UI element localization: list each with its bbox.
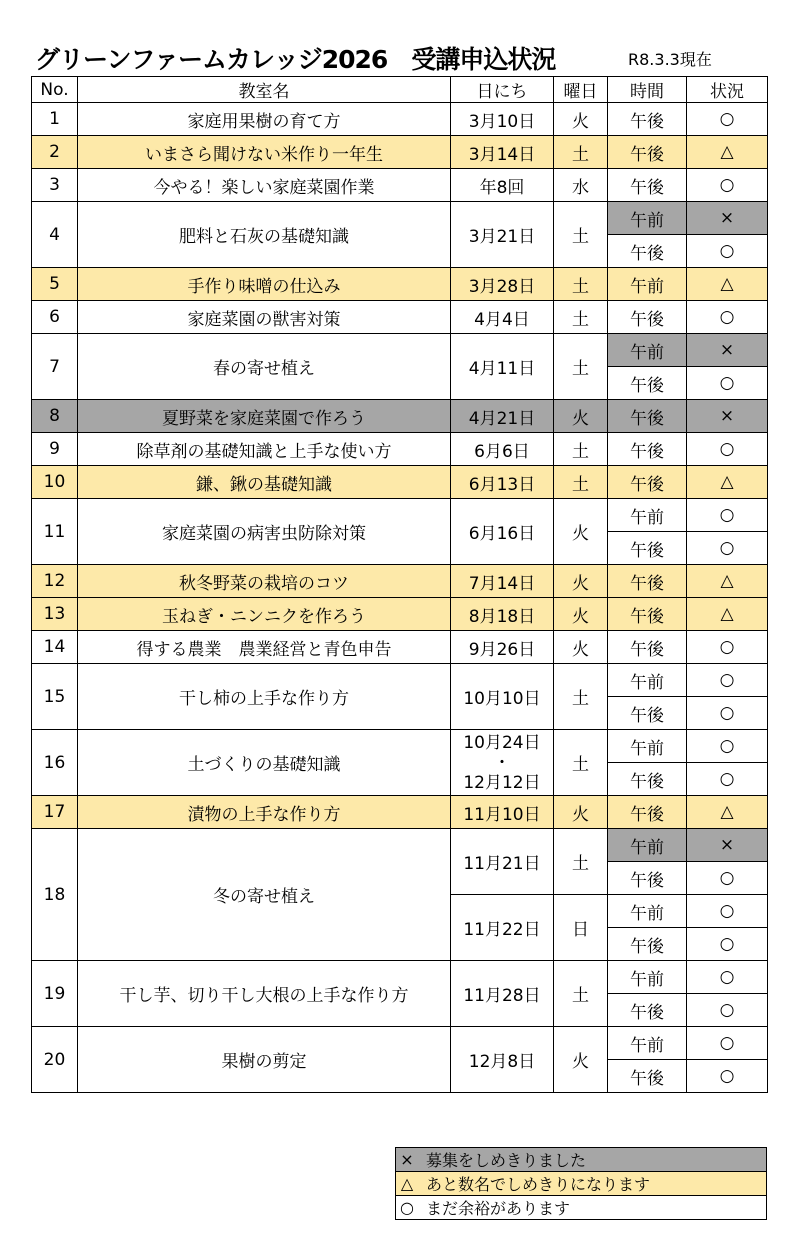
session-time: 午前: [608, 334, 687, 367]
class-name: 今やる！楽しい家庭菜園作業: [78, 169, 451, 202]
table-row: [32, 961, 768, 994]
table-row: [32, 334, 768, 367]
class-no: 18: [32, 829, 78, 961]
class-day: 火: [554, 796, 608, 829]
class-day: 土: [554, 334, 608, 400]
session-status: ○: [687, 235, 768, 268]
session-time: 午後: [608, 400, 687, 433]
class-name: 果樹の剪定: [78, 1027, 451, 1093]
class-name: 漬物の上手な作り方: [78, 796, 451, 829]
class-date: 4月4日: [451, 301, 554, 334]
class-day: 土: [554, 664, 608, 730]
session-time: 午前: [608, 499, 687, 532]
class-day: 火: [554, 499, 608, 565]
class-name: 秋冬野菜の栽培のコツ: [78, 565, 451, 598]
class-day: 火: [554, 400, 608, 433]
class-no: 13: [32, 598, 78, 631]
class-no: 20: [32, 1027, 78, 1093]
session-time: 午前: [608, 961, 687, 994]
session-time: 午前: [608, 202, 687, 235]
class-no: 6: [32, 301, 78, 334]
session-status: ×: [687, 829, 768, 862]
table-row: [32, 103, 768, 136]
table-row: [32, 466, 768, 499]
class-no: 14: [32, 631, 78, 664]
session-time: 午後: [608, 169, 687, 202]
class-date: 4月21日: [451, 400, 554, 433]
class-no: 15: [32, 664, 78, 730]
class-name: 玉ねぎ・ニンニクを作ろう: [78, 598, 451, 631]
session-time: 午後: [608, 367, 687, 400]
class-name: 家庭用果樹の育て方: [78, 103, 451, 136]
class-date: 3月28日: [451, 268, 554, 301]
session-time: 午前: [608, 268, 687, 301]
class-name: 夏野菜を家庭菜園で作ろう: [78, 400, 451, 433]
session-status: ○: [687, 433, 768, 466]
session-status: ○: [687, 169, 768, 202]
session-time: 午後: [608, 697, 687, 730]
session-status: ○: [687, 664, 768, 697]
class-name: 土づくりの基礎知識: [78, 730, 451, 796]
session-status: ○: [687, 994, 768, 1027]
class-day: 火: [554, 1027, 608, 1093]
class-date: 10月24日 ・ 12月12日: [451, 730, 554, 796]
session-time: 午後: [608, 103, 687, 136]
session-status: ×: [687, 202, 768, 235]
class-date: 7月14日: [451, 565, 554, 598]
col-header-name: 教室名: [78, 77, 451, 103]
class-day: 火: [554, 631, 608, 664]
legend: [395, 1147, 767, 1220]
session-status: ×: [687, 334, 768, 367]
page-title: グリーンファームカレッジ2026 受講申込状況: [35, 45, 556, 74]
table-row: [32, 202, 768, 235]
class-no: 16: [32, 730, 78, 796]
session-time: 午後: [608, 928, 687, 961]
class-no: 7: [32, 334, 78, 400]
class-date: 3月21日: [451, 202, 554, 268]
col-header-time: 時間: [608, 77, 687, 103]
class-date: 12月8日: [451, 1027, 554, 1093]
session-time: 午後: [608, 532, 687, 565]
table-row: [32, 730, 768, 763]
session-time: 午後: [608, 631, 687, 664]
class-date: 3月10日: [451, 103, 554, 136]
class-day: 水: [554, 169, 608, 202]
class-day: 土: [554, 301, 608, 334]
schedule-table: [31, 76, 768, 1093]
session-time: 午後: [608, 565, 687, 598]
session-time: 午前: [608, 829, 687, 862]
class-date: 6月16日: [451, 499, 554, 565]
session-status: △: [687, 466, 768, 499]
table-header-row: [32, 77, 768, 103]
class-date: 9月26日: [451, 631, 554, 664]
class-no: 10: [32, 466, 78, 499]
class-date: 10月10日: [451, 664, 554, 730]
class-day: 土: [554, 136, 608, 169]
class-name: いまさら聞けない米作り一年生: [78, 136, 451, 169]
class-day: 日: [554, 895, 608, 961]
class-date: 年8回: [451, 169, 554, 202]
session-status: △: [687, 565, 768, 598]
class-no: 4: [32, 202, 78, 268]
table-row: [32, 829, 768, 862]
legend-few-left: △ あと数名でしめきりになります: [396, 1172, 767, 1196]
session-time: 午前: [608, 664, 687, 697]
class-date: 8月18日: [451, 598, 554, 631]
table-row: [32, 433, 768, 466]
col-header-day: 曜日: [554, 77, 608, 103]
table-row: [32, 169, 768, 202]
class-name: 干し芋、切り干し大根の上手な作り方: [78, 961, 451, 1027]
table-row: [32, 598, 768, 631]
session-status: ○: [687, 961, 768, 994]
closed-icon: ×: [396, 1148, 419, 1172]
class-no: 11: [32, 499, 78, 565]
class-day: 土: [554, 268, 608, 301]
class-no: 2: [32, 136, 78, 169]
session-status: ○: [687, 697, 768, 730]
class-day: 土: [554, 433, 608, 466]
session-time: 午後: [608, 796, 687, 829]
class-name: 冬の寄せ植え: [78, 829, 451, 961]
class-name: 得する農業 農業経営と青色申告: [78, 631, 451, 664]
session-status: △: [687, 796, 768, 829]
class-name: 春の寄せ植え: [78, 334, 451, 400]
class-day: 火: [554, 598, 608, 631]
session-status: ○: [687, 763, 768, 796]
class-date: 4月11日: [451, 334, 554, 400]
table-row: [32, 796, 768, 829]
legend-closed: × 募集をしめきりました: [396, 1148, 767, 1172]
class-date: 3月14日: [451, 136, 554, 169]
class-day: 土: [554, 202, 608, 268]
session-time: 午後: [608, 862, 687, 895]
session-time: 午後: [608, 466, 687, 499]
session-time: 午後: [608, 763, 687, 796]
session-time: 午後: [608, 136, 687, 169]
class-no: 17: [32, 796, 78, 829]
session-time: 午後: [608, 301, 687, 334]
session-time: 午後: [608, 1060, 687, 1093]
session-status: ○: [687, 367, 768, 400]
triangle-icon: △: [396, 1172, 419, 1196]
session-status: △: [687, 136, 768, 169]
session-status: ○: [687, 499, 768, 532]
class-name: 家庭菜園の獣害対策: [78, 301, 451, 334]
session-status: ○: [687, 730, 768, 763]
class-no: 5: [32, 268, 78, 301]
table-row: [32, 301, 768, 334]
class-day: 土: [554, 961, 608, 1027]
session-time: 午後: [608, 433, 687, 466]
session-status: ○: [687, 895, 768, 928]
session-status: ○: [687, 862, 768, 895]
session-status: ○: [687, 928, 768, 961]
session-time: 午前: [608, 895, 687, 928]
col-header-no: No.: [32, 77, 78, 103]
table-row: [32, 664, 768, 697]
as-of-date: R8.3.3現在: [628, 50, 712, 69]
table-row: [32, 268, 768, 301]
session-status: ○: [687, 301, 768, 334]
class-date: 11月10日: [451, 796, 554, 829]
class-name: 干し柿の上手な作り方: [78, 664, 451, 730]
class-no: 19: [32, 961, 78, 1027]
class-day: 土: [554, 730, 608, 796]
session-time: 午後: [608, 598, 687, 631]
class-name: 手作り味噌の仕込み: [78, 268, 451, 301]
session-time: 午前: [608, 1027, 687, 1060]
legend-available: ○ まだ余裕があります: [396, 1196, 767, 1220]
session-time: 午後: [608, 235, 687, 268]
session-time: 午後: [608, 994, 687, 1027]
session-status: △: [687, 268, 768, 301]
session-status: ×: [687, 400, 768, 433]
class-name: 除草剤の基礎知識と上手な使い方: [78, 433, 451, 466]
class-day: 火: [554, 103, 608, 136]
session-status: ○: [687, 532, 768, 565]
session-time: 午前: [608, 730, 687, 763]
session-status: △: [687, 598, 768, 631]
class-day: 土: [554, 466, 608, 499]
class-no: 3: [32, 169, 78, 202]
class-no: 8: [32, 400, 78, 433]
table-row: [32, 1027, 768, 1060]
table-row: [32, 565, 768, 598]
col-header-status: 状況: [687, 77, 768, 103]
table-row: [32, 499, 768, 532]
col-header-date: 日にち: [451, 77, 554, 103]
class-date: 11月21日: [451, 829, 554, 895]
circle-icon: ○: [396, 1196, 419, 1220]
session-status: ○: [687, 1027, 768, 1060]
class-name: 家庭菜園の病害虫防除対策: [78, 499, 451, 565]
table-row: [32, 631, 768, 664]
table-row: [32, 400, 768, 433]
class-date: 11月28日: [451, 961, 554, 1027]
class-no: 12: [32, 565, 78, 598]
class-day: 土: [554, 829, 608, 895]
class-no: 9: [32, 433, 78, 466]
class-name: 鎌、鍬の基礎知識: [78, 466, 451, 499]
class-date: 6月13日: [451, 466, 554, 499]
class-name: 肥料と石灰の基礎知識: [78, 202, 451, 268]
class-day: 火: [554, 565, 608, 598]
class-date: 6月6日: [451, 433, 554, 466]
session-status: ○: [687, 631, 768, 664]
session-status: ○: [687, 1060, 768, 1093]
class-date: 11月22日: [451, 895, 554, 961]
table-row: [32, 136, 768, 169]
class-no: 1: [32, 103, 78, 136]
session-status: ○: [687, 103, 768, 136]
